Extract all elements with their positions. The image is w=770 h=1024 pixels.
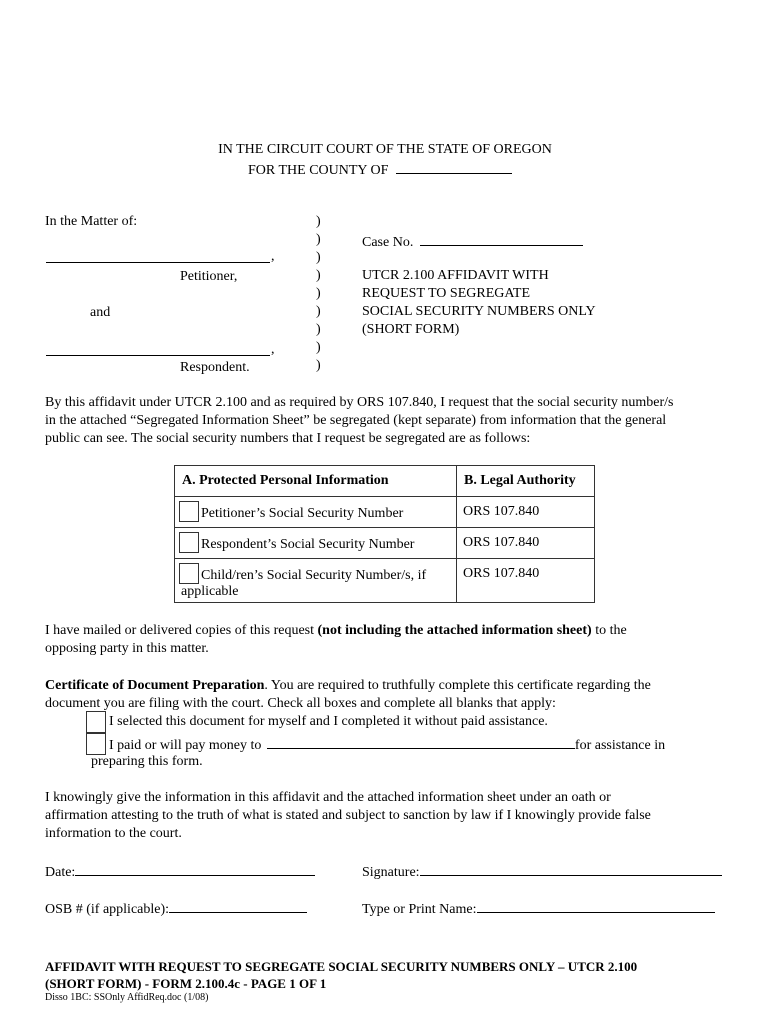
mailing-statement-line2: opposing party in this matter. — [45, 641, 209, 656]
case-number-row — [362, 231, 583, 252]
form-title-line: SOCIAL SECURITY NUMBERS ONLY — [362, 304, 596, 319]
paid-assistance-label: I paid or will pay money to — [109, 738, 262, 753]
caption-paren: ) — [316, 340, 321, 355]
respondent-ssn-checkbox[interactable] — [179, 532, 199, 553]
caption-paren: ) — [316, 214, 321, 229]
oath-line: affirmation attesting to the truth of what is stated and subject to sanction by law if I knowingly provide false — [45, 808, 651, 823]
caption-paren: ) — [316, 268, 321, 283]
court-header-line2 — [248, 159, 512, 180]
petitioner-label: Petitioner, — [180, 269, 238, 284]
mailing-text-end: to the — [591, 623, 627, 638]
date-label: Date: — [45, 865, 76, 880]
oath-line: I knowingly give the information in this affidavit and the attached information sheet under an oath or — [45, 790, 611, 805]
protected-info-cell — [175, 559, 457, 603]
signature-row — [362, 861, 722, 882]
paid-preparer-field[interactable] — [267, 734, 575, 749]
respondent-comma: , — [271, 342, 275, 357]
mailing-bold-text: (not including the attached information sheet) — [317, 623, 592, 638]
osb-field[interactable] — [169, 898, 307, 913]
case-number-label: Case No. — [362, 235, 414, 250]
self-prepared-option: I selected this document for myself and I completed it without paid assistance. — [109, 714, 548, 729]
certificate-text: . You are required to truthfully complete this certificate regarding the — [264, 678, 651, 693]
mailing-statement — [45, 622, 627, 640]
oath-line: information to the court. — [45, 826, 182, 841]
caption-paren: ) — [316, 358, 321, 373]
legal-authority-cell: ORS 107.840 — [457, 497, 595, 528]
row-label-continued: applicable — [181, 584, 239, 599]
respondent-name-field[interactable] — [46, 355, 270, 356]
county-label: FOR THE COUNTY OF — [248, 163, 389, 178]
county-field[interactable] — [396, 159, 512, 174]
column-header-legal-authority: B. Legal Authority — [457, 466, 595, 497]
court-header-line1: IN THE CIRCUIT COURT OF THE STATE OF OREGON — [218, 142, 552, 157]
osb-label: OSB # (if applicable): — [45, 902, 170, 917]
form-title-line: (SHORT FORM) — [362, 322, 460, 337]
row-label: Respondent’s Social Security Number — [201, 537, 415, 552]
signature-label: Signature: — [362, 865, 420, 880]
paid-assistance-label-end: for assistance in — [574, 738, 666, 753]
date-field[interactable] — [75, 861, 315, 876]
protected-info-cell — [175, 497, 457, 528]
table-row — [175, 528, 595, 559]
intro-line: in the attached “Segregated Information Sheet” be segregated (kept separate) from information that the general — [45, 413, 667, 428]
date-row — [45, 861, 315, 882]
table-row — [175, 559, 595, 603]
table-header-row — [175, 466, 595, 497]
respondent-label: Respondent. — [180, 360, 250, 375]
footer-doc-id: Disso 1BC: SSOnly AffidReq.doc (1/08) — [45, 992, 209, 1003]
table-row — [175, 497, 595, 528]
paid-assistance-option — [109, 734, 665, 755]
paid-assistance-checkbox[interactable] — [86, 733, 106, 755]
protected-info-cell — [175, 528, 457, 559]
caption-paren: ) — [316, 304, 321, 319]
osb-row — [45, 898, 307, 919]
petitioner-comma: , — [271, 249, 275, 264]
paid-assistance-line2: preparing this form. — [91, 754, 203, 769]
caption-paren: ) — [316, 232, 321, 247]
print-name-field[interactable] — [477, 898, 715, 913]
legal-authority-cell: ORS 107.840 — [457, 559, 595, 603]
caption-paren: ) — [316, 286, 321, 301]
children-ssn-checkbox[interactable] — [179, 563, 199, 584]
intro-line: By this affidavit under UTCR 2.100 and as required by ORS 107.840, I request that the social security number/s — [45, 395, 674, 410]
case-number-field[interactable] — [420, 231, 583, 246]
caption-paren: ) — [316, 322, 321, 337]
legal-authority-cell: ORS 107.840 — [457, 528, 595, 559]
protected-info-table — [174, 465, 595, 603]
and-label: and — [90, 305, 111, 320]
print-name-label: Type or Print Name: — [362, 902, 477, 917]
row-label: Child/ren’s Social Security Number/s, if — [201, 568, 427, 583]
form-title-line: REQUEST TO SEGREGATE — [362, 286, 531, 301]
certificate-line2: document you are filing with the court. Check all boxes and complete all blanks that apply: — [45, 696, 556, 711]
signature-field[interactable] — [420, 861, 722, 876]
print-name-row — [362, 898, 715, 919]
footer-title-line1: AFFIDAVIT WITH REQUEST TO SEGREGATE SOCIAL SECURITY NUMBERS ONLY – UTCR 2.100 — [45, 959, 638, 974]
column-header-protected-info: A. Protected Personal Information — [175, 466, 457, 497]
caption-paren: ) — [316, 250, 321, 265]
intro-line: public can see. The social security numbers that I request be segregated are as follows: — [45, 431, 531, 446]
form-title-line: UTCR 2.100 AFFIDAVIT WITH — [362, 268, 549, 283]
footer-title-line2: (SHORT FORM) - FORM 2.100.4c - PAGE 1 OF 1 — [45, 976, 327, 991]
petitioner-name-field[interactable] — [46, 262, 270, 263]
petitioner-ssn-checkbox[interactable] — [179, 501, 199, 522]
mailing-text: I have mailed or delivered copies of this request — [45, 623, 318, 638]
certificate-heading: Certificate of Document Preparation — [45, 678, 265, 693]
certificate-line1 — [45, 677, 651, 695]
matter-label: In the Matter of: — [45, 214, 138, 229]
row-label: Petitioner’s Social Security Number — [201, 506, 404, 521]
self-prepared-checkbox[interactable] — [86, 711, 106, 733]
